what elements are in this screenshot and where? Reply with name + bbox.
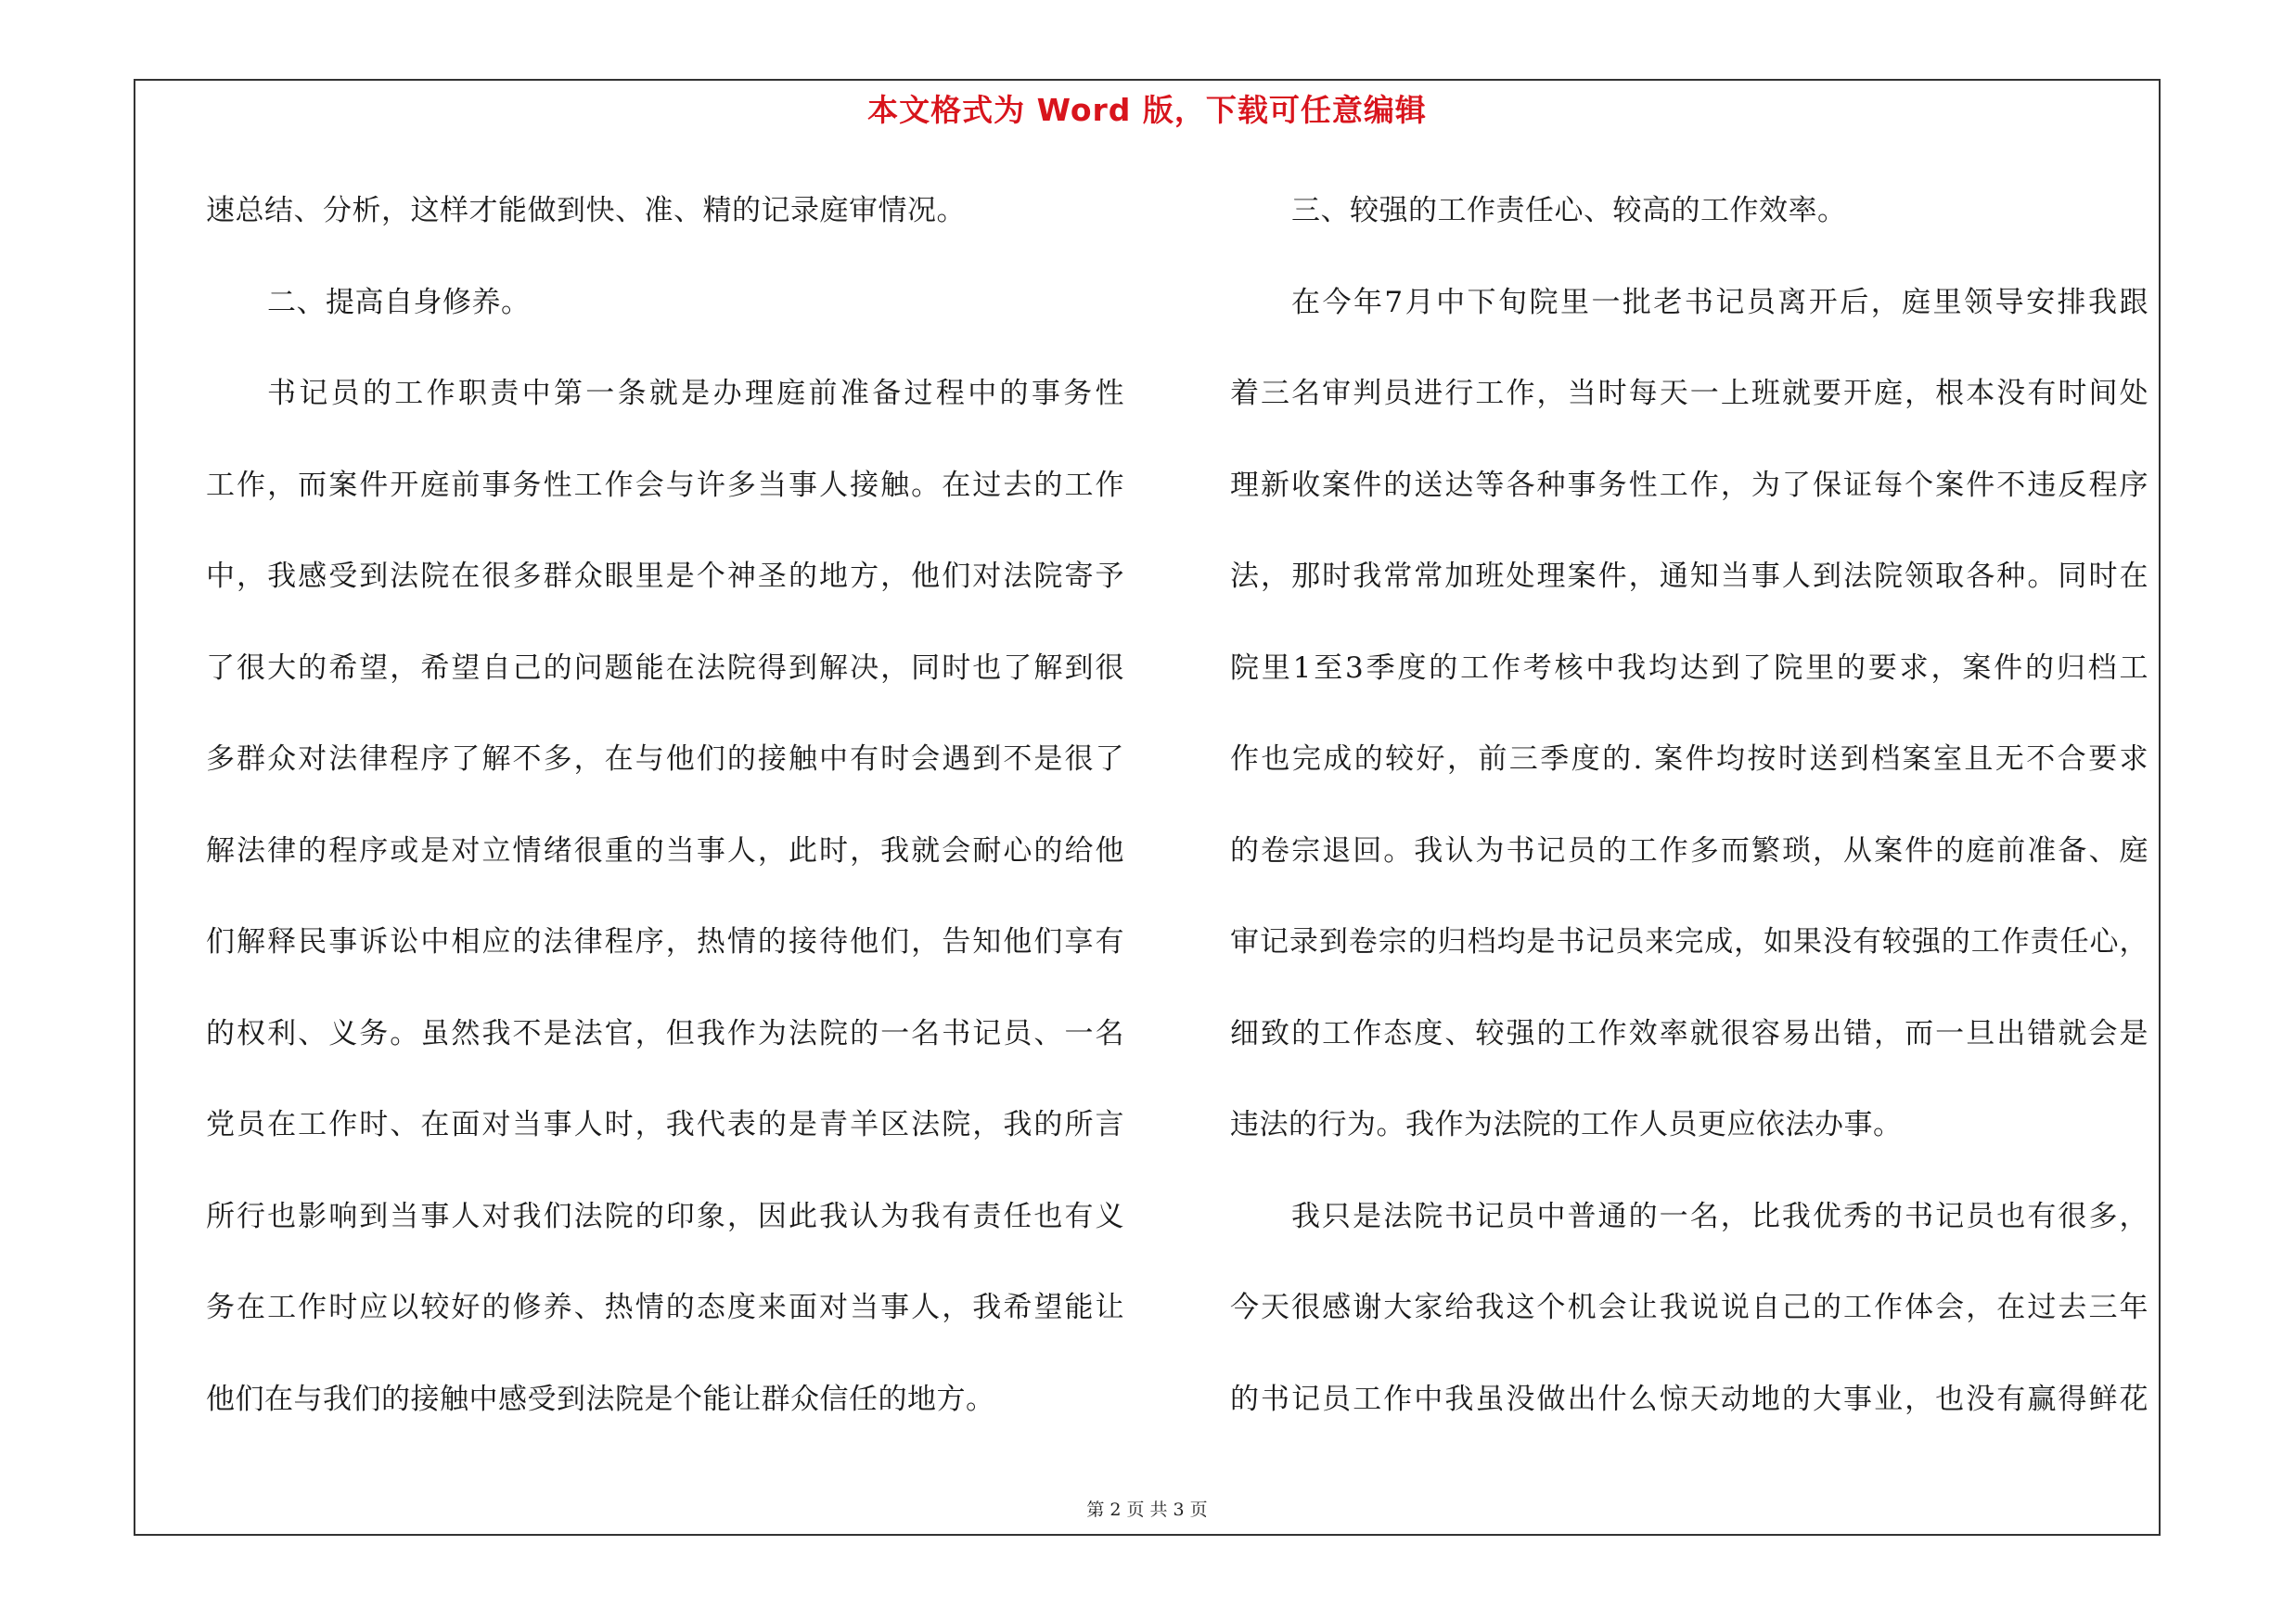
paragraph-line: 在今年7月中下旬院里一批老书记员离开后，庭里领导安排我跟 bbox=[1291, 285, 2148, 319]
paragraph-line: 们解释民事诉讼中相应的法律程序，热情的接待他们，告知他们享有 bbox=[206, 925, 1124, 959]
paragraph-line: 解法律的程序或是对立情绪很重的当事人，此时，我就会耐心的给他 bbox=[206, 833, 1124, 868]
page-number-footer: 第 2 页 共 3 页 bbox=[1086, 1500, 1208, 1520]
paragraph-line: 审记录到卷宗的归档均是书记员来完成，如果没有较强的工作责任心， bbox=[1230, 925, 2148, 959]
paragraph-line: 理新收案件的送达等各种事务性工作，为了保证每个案件不违反程序 bbox=[1230, 468, 2148, 502]
paragraph-line: 他们在与我们的接触中感受到法院是个能让群众信任的地方。 bbox=[206, 1382, 995, 1416]
paragraph-line: 细致的工作态度、较强的工作效率就很容易出错，而一旦出错就会是 bbox=[1230, 1016, 2148, 1050]
paragraph-line: 工作，而案件开庭前事务性工作会与许多当事人接触。在过去的工作 bbox=[206, 468, 1124, 502]
paragraph-line: 作也完成的较好，前三季度的. 案件均按时送到档案室且无不合要求 bbox=[1230, 742, 2148, 776]
paragraph-line: 今天很感谢大家给我这个机会让我说说自己的工作体会，在过去三年 bbox=[1230, 1291, 2148, 1324]
paragraph-line: 了很大的希望，希望自己的问题能在法院得到解决，同时也了解到很 bbox=[206, 650, 1124, 685]
paragraph-line: 院里1至3季度的工作考核中我均达到了院里的要求，案件的归档工 bbox=[1230, 650, 2148, 685]
paragraph-line: 党员在工作时、在面对当事人时，我代表的是青羊区法院，我的所言 bbox=[206, 1108, 1124, 1141]
section-heading: 二、提高自身修养。 bbox=[267, 285, 531, 319]
paragraph-line: 我只是法院书记员中普通的一名，比我优秀的书记员也有很多， bbox=[1291, 1199, 2148, 1233]
right-text-column bbox=[1230, 183, 2148, 1462]
paragraph-line: 着三名审判员进行工作，当时每天一上班就要开庭，根本没有时间处 bbox=[1230, 377, 2148, 410]
paragraph-line: 书记员的工作职责中第一条就是办理庭前准备过程中的事务性 bbox=[267, 377, 1124, 410]
paragraph-line: 法，那时我常常加班处理案件，通知当事人到法院领取各种。同时在 bbox=[1230, 560, 2148, 593]
paragraph-line: 务在工作时应以较好的修养、热情的态度来面对当事人，我希望能让 bbox=[206, 1291, 1124, 1324]
section-heading: 三、较强的工作责任心、较高的工作效率。 bbox=[1291, 194, 1847, 227]
paragraph-line: 的书记员工作中我虽没做出什么惊天动地的大事业，也没有赢得鲜花 bbox=[1230, 1382, 2148, 1416]
paragraph-line: 的卷宗退回。我认为书记员的工作多而繁琐，从案件的庭前准备、庭 bbox=[1230, 833, 2148, 868]
paragraph-line: 违法的行为。我作为法院的工作人员更应依法办事。 bbox=[1230, 1108, 1903, 1141]
paragraph-line: 中，我感受到法院在很多群众眼里是个神圣的地方，他们对法院寄予 bbox=[206, 560, 1124, 593]
paragraph-line: 所行也影响到当事人对我们法院的印象，因此我认为我有责任也有义 bbox=[206, 1199, 1124, 1233]
word-format-banner: 本文格式为 Word 版，下载可任意编辑 bbox=[867, 92, 1427, 128]
paragraph-line: 多群众对法律程序了解不多，在与他们的接触中有时会遇到不是很了 bbox=[206, 742, 1124, 776]
paragraph-line: 的权利、义务。虽然我不是法官，但我作为法院的一名书记员、一名 bbox=[206, 1016, 1124, 1050]
paragraph-line: 速总结、分析，这样才能做到快、准、精的记录庭审情况。 bbox=[206, 194, 966, 227]
left-text-column bbox=[206, 183, 1124, 1462]
